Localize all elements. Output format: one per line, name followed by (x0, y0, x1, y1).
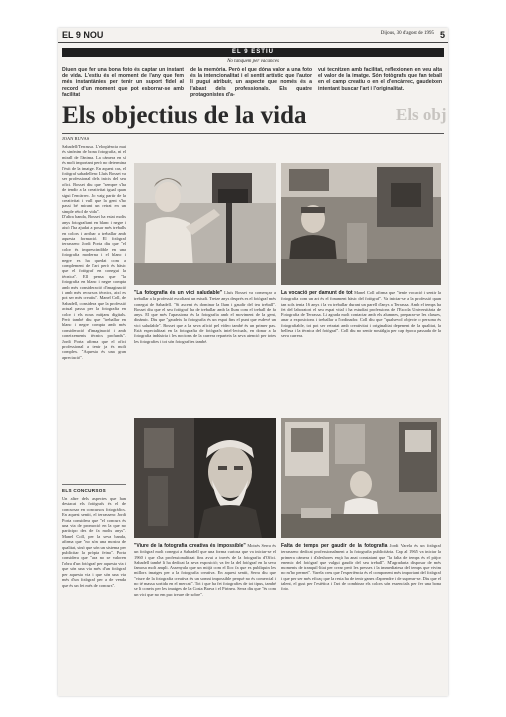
left-column-p3: Un altre dels aspectes que han destacat els fotògrafs és el de concursar en concursos fotogràfics. En aquest sentit, el terrassenc Jordi Porta considera que "el concurs és una via de promoció en la que no participo des de fa molts anys". Manel Coll, per la seva banda, afirma que "no són una mostra de qualitat, sinó que són un sistema per publicitar la pròpia feina". Porta considera que "ara no se valoren l'obra d'un fotògraf per aquesta via i que són una via més d'un fotògraf per aquesta via i que són una via més d'un fotògraf per a de venda que és un fet més de concurs". (62, 496, 126, 588)
headline: Els objectius de la vida (62, 102, 307, 129)
intro-column-3: vui tecnitzen amb facilitat, reflexionen en veu alta el valor de la imatge. Són fotògrafs que fan teball en el camp creatiu o en el d'encàrrec, gaudeixen intentant buscar l'art i l'originalitat. (318, 67, 442, 92)
photo-manel-coll-image (281, 163, 441, 285)
story-coll-heading: La vocació per damunt de tot (281, 290, 353, 296)
left-column-top (62, 144, 126, 480)
story-coll (281, 290, 441, 410)
page-number: 5 (439, 30, 445, 40)
story-varela (281, 543, 441, 688)
story-bosset (134, 290, 276, 410)
intro-column-2: de la memòria. Però el que dóna valor a una foto és la intencionalitat i el sentit artístic que l'autor li pugui atribuir, un aspecte que només és a l'abast dels professionals. Els quatre protagonistes d'a- (190, 67, 312, 98)
story-bosset-text: Lluís Bosset va començar a treballar a la professió escoltant un estudi. Tretze anys després es el fotògraf més conegut de Sabadell. "Si ascent és dominar la llum i gaudir del teu treball". Bosset diu que el seu fotògraf ha de treballar amb la llum com el treball de fa anys. El que més l'apassiona és la fotografia amb el moviment de la gent, dinàmic. Diu que "gaudeix la fotografia és un espai fins el punt que esdevé un vici saludable". Bosset que a la seva afició pel vídeo també és un primer pas. Està especialitzat en la fotografia de fotògrafs intel·lectuals, en donar a la fotografia indústria i les nocions de la carrera reparteix la seva atenció per totes les fotografies i tot són fotografies també. (134, 290, 276, 344)
column-divider (62, 484, 126, 485)
intro-column-1: Diuen que fer una bona foto és captar un instant de vida. L'estiu és el moment de l'any que fem més instantànies per tenir un suport fidel al record d'un moment que pot esborrar-se amb facilitat (62, 67, 184, 98)
headline-rule (62, 133, 444, 134)
headline-ghost: Els obj (396, 105, 447, 124)
byline: JOAN RUVAS (62, 136, 90, 141)
section-banner: EL 9 ESTIU (62, 48, 444, 57)
photo-moises-serra (134, 418, 276, 538)
story-varela-heading: Falta de temps per gaudir de la fotografia (281, 543, 388, 549)
photo-lluis-bosset-image (134, 163, 276, 285)
page-header (58, 28, 448, 43)
story-serra-heading: "Viure de la fotografia creativa és impossible" (134, 543, 246, 549)
newspaper-page (58, 28, 448, 696)
story-coll-text: Manel Coll afirma que "teníe vocació i sentir la fotografia com un art és el fonament bàsic del fotògraf". Va iniciar-se a la professió quan tan sols tenia 16 anys i la va treballar durant un parell d'anys a Terrassa. Amb el temps ha fet del laboratori el seu espai vital i ha estudiat professions de l'Escola Universitària de Fotografia de Terrassa. Li agrada molt contactar amb els alumnes, preparar-se les classes, anar a exposicions i treballar a l'ordinador. Coll diu que "qualsevol objecte o persona és fotografiable, tot pot ser retratat amb creativitat i originalitat depenent de la qualitat, la bellesa i la tècnica del fotògraf". Coll diu no sentir nostàlgia per cap època passada de la seva carrera. (281, 290, 441, 339)
section-name: EL 9 NOU (62, 30, 104, 40)
photo-moises-serra-image (134, 418, 276, 538)
left-column-p1: Sabadell/Terrassa. L'eloqüència mai és sinònim de bona fotografia, ni el mirall de l'ànima. La càmera en sí és molt important però no determina l'èxit de la imatge. En aquest cas, el fotògraf sabadellenc Lluís Bosset va ser professional dels inicis del seu ofici. Bosset diu que "sempre s'ha de tendir a la creativitat igual quan sigui l'encàrrec. Jo vaig partir de la creativitat i vull que la gent s'ho passi bé mirant un retrat en un simple rètol de vida". (62, 144, 126, 214)
story-serra (134, 543, 276, 688)
left-column-subhead: ELS CONCURSOS (62, 488, 106, 493)
story-serra-text: Moisès Serra és un fotògraf molt conegut a Sabadell que una forma curiosa que va iniciar-se el 1960 i que s'ha professionalitzat fins avui a través de la fotografia d'Ofici. Sabadell també li ha dedicat la seva exposició; va fer la del fotògraf en la seva famosa molt ampli. Assenyala que un mitjà com el lloc fa que es publiquin les millors imatges per a la fotografia creativa. En aquest sentit, Serra diu que "viure de la fotografia creativa és un somni impossible perquè no és comercial i no té massa sortida en el mercat". Tot i que ha fet fotografies de tot tipus, també se li coneix per les imatges de la Costa Brava i el Pirineu. Serra diu que "és com un vici que no em puc treure de sobre". (134, 543, 276, 597)
story-varela-text: Jordi Varela és un fotògraf terrassenc dedicat professionalment a la fotografia publicitària. Cap al 1965 va iniciar la primera càmera i d'aleshores ençà ha anat constatant que "la falta de temps és el pitjor enemic del fotògraf que vulgui gaudir del seu treball". M'agradaria disposar de més moments de tranquil·litat per crear però les presses i la immediatesa del temps que vivim no m'ho permet". Varela creu que l'experiència és el component més important del fotògraf i que per ser més eficaç que la resta ha de tenir ganes d'aprendre i de superar-se. Diu que el talent, el gust per l'estètica i l'art de combinar els colors són essencials per fer una bona foto. (281, 543, 441, 592)
photo-manel-coll (281, 163, 441, 285)
left-column-p2: D'altra banda, Bosset ha estat molts anys fotografiant en blanc i negre i això l'ha ajudat a posar més treballs en colors i arribar a treballar amb aquesta formació. El fotògraf terrassenc Jordi Porta diu que "el color és imprescindible en una fotografia moderna i el blanc i negre es ha quedat com a complement de l'art però és bàsic que el fotògraf en conegui la tècnica". Ell pensa que "la fotografia en blanc i negre compta amb més consideració d'imaginació i amb més recursos tècnics, així es pot ser més creatiu". Manel Coll, de Sabadell, considera que la professió actual passa per la fotografia en color i els nous mitjans digitals. Però també diu que "treballar en blanc i negre compta amb més consideració d'imaginació i amb coneixements tècnics profunds". Jordi Porta afirma que el ofici professional a tenir ja és molt complex. "Aquesta és una gran apreciació". (62, 214, 126, 360)
story-bosset-heading: "La fotografia és un vici saludable" (134, 290, 223, 296)
issue-date: Dijous, 30 d'agost de 1995 (380, 31, 434, 36)
photo-jordi-varela (281, 418, 441, 538)
photo-lluis-bosset (134, 163, 276, 285)
photo-jordi-varela-image (281, 418, 441, 538)
banner-subtitle: No tanquem per vacances (227, 59, 279, 64)
